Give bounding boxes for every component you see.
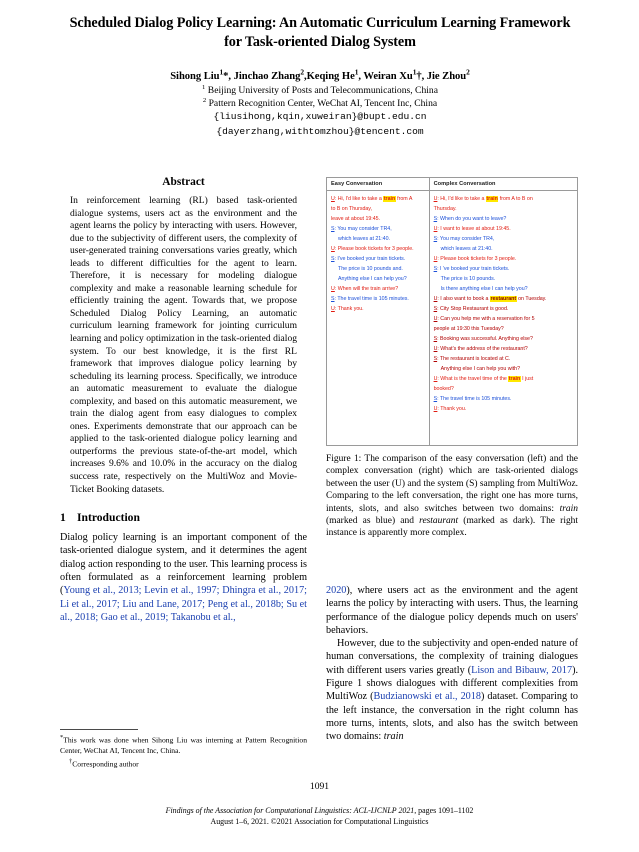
dialog-line: The price is 10 pounds.	[440, 275, 496, 282]
complex-conversation-header: Complex Conversation	[430, 178, 577, 191]
dialog-line: Anything else I can help you?	[338, 275, 407, 282]
figure-1	[326, 177, 578, 446]
dialog-line: S: You may consider TR4,	[433, 235, 495, 242]
dialog-line: Is there anything else I can help you?	[440, 285, 528, 292]
dialog-line: S: Booking was successful. Anything else?	[433, 335, 533, 342]
right-paragraph-2: However, due to the subjectivity and open-ended nature of human conversations, the complexity of training dialogues with different users varies greatly (Lison and Bibauw, 2017). Figure 1 shows dialogues with different complexities from MultiWoz (Budzianowski et al., 2018) dataset. Comparing to the left instance, the conversation in the right column has more turns, intents, slots, and also has the switch between two domains: train	[326, 638, 579, 743]
abstract-body: In reinforcement learning (RL) based task-oriented dialogue systems, users act as the environment and the agent learns the policy by interacting with users. However, due to the subjectivity of different users, the complexity of user-generated training conversations varies greatly, which leads to different difficulties for the agent to learn. Therefore, it is necessary for modeling dialogue complexity and make a reasonable learning schedule for efficiently training the agent. Towards that, we propose Scheduled Dialog Policy Learning, an automatic curriculum learning framework for jointing curriculum learning and policy optimization in the task-oriented dialog system. To our best knowledge, it is the first RL framework that improves dialogue policy learning by scheduling its learning process. Specifically, we introduce an automatic measurement to evaluate the dialogue complexity, and based on this automatic measurement, we train the dialog agent from easy dialogues to complex ones. Experiments demonstrate that our approach can be applied to the task-oriented dialogue policy learning and outperforms the previous state-of-the-art model, which increases 9.6% and 10.0% in the accuracy on the dialog success rate, respectively on the MultiWoz and Movie-Ticket Booking datasets.	[70, 195, 297, 495]
dialog-line: U: What's the address of the restaurant?	[433, 345, 528, 352]
footnote-rule	[60, 729, 138, 730]
dialog-line: U: Hi, I'd like to take a train from A	[331, 195, 413, 202]
figure-column-easy	[327, 178, 430, 445]
right-paragraph-continued: 2020), where users act as the environment and the agent learns the policy by interacting with users. Thus, the learning performance of the dialogue policy depends much on users' behaviors.	[326, 585, 578, 636]
footnote-2: †Corresponding author	[69, 757, 139, 769]
dialog-line: S: I've booked your train tickets.	[331, 255, 406, 262]
page-number: 1091	[309, 781, 330, 792]
figure-1-caption: Figure 1: The comparison of the easy conversation (left) and the complex conversation (right) which are task-oriented dialogs between the user (U) and the system (S) sampling from MultiWoz. Comparing to the left conversation, the right one has more turns, intents, slots, and also switches between two domains: train (marked as blue) and restaurant (marked as dark). The right instance is apparently more complex.	[326, 454, 578, 539]
dialog-line: to B on Thursday,	[331, 205, 372, 212]
author-names: Sihong Liu$^1$*, Jinchao Zhang$^2$,Keqing He$^1$, Weiran Xu$^1$†, Jie Zhou$^2$	[170, 67, 470, 82]
introduction-heading	[60, 511, 307, 524]
footer-venue-line: Findings of the Association for Computational Linguistics: ACL-IJCNLP 2021, pages 1091–1102	[165, 806, 474, 815]
introduction-paragraph-1: Dialog policy learning is an important component of the task-oriented dialogue system, and it determines the agent dialog action responding to the user. This learning process is often formulated as a reinforcement learning problem (Young et al., 2013; Levin et al., 1997; Dhingra et al., 2017; Li et al., 2017; Liu and Lane, 2017; Peng et al., 2018b; Su et al., 2018; Gao et al., 2019; Takanobu et al.,	[60, 532, 307, 623]
introduction-label: Introduction	[77, 511, 140, 525]
footnote-1: *This work was done when Sihong Liu was interning at Pattern Recognition Center, WeChat AI, Tencent Inc, China.	[60, 734, 307, 755]
page-title: Scheduled Dialog Policy Learning: An Automatic Curriculum Learning Framework for Task-oriented Dialog System	[69, 15, 571, 50]
abstract-heading: Abstract	[162, 176, 205, 188]
left-column	[60, 176, 307, 624]
dialog-line: U: Please book tickets for 3 people.	[433, 255, 517, 262]
dialog-line: Thursday.	[433, 205, 457, 212]
dialog-line: S: When do you want to leave?	[433, 215, 507, 222]
author-block	[62, 67, 578, 139]
dialog-line: U: What is the travel time of the train I just	[433, 375, 534, 382]
dialog-line: Anything else I can help you with?	[440, 365, 521, 372]
dialog-line: S: The restaurant is located at C.	[433, 355, 511, 362]
right-column-body	[326, 584, 578, 744]
dialog-line: people at 19:30 this Tuesday?	[433, 325, 504, 332]
dialog-line: S: City Stop Restaurant is good.	[433, 305, 509, 312]
dialog-line: which leaves at 21:40.	[440, 245, 493, 252]
figure-column-complex	[430, 178, 577, 445]
footnote-block	[60, 729, 307, 770]
easy-conversation-lines	[327, 191, 429, 313]
dialog-line: U: I want to leave at about 19:45.	[433, 225, 511, 232]
easy-conversation-header: Easy Conversation	[327, 178, 429, 191]
introduction-number: 1	[60, 511, 66, 525]
affiliation-2: $^2$ Pattern Recognition Center, WeChat AI, Tencent Inc, China	[202, 97, 438, 110]
email-line-1: {liusihong,kqin,xuweiran}@bupt.edu.cn	[213, 111, 427, 123]
dialog-line: S: I 've booked your train tickets.	[433, 265, 510, 272]
footer-venue	[60, 806, 579, 827]
dialog-line: U: I also want to book a restaurant on Tuesday.	[433, 295, 547, 302]
dialog-line: S: You may consider TR4,	[331, 225, 392, 232]
dialog-line: U: Please book tickets for 3 people.	[331, 245, 414, 252]
dialog-line: S: The travel time is 105 minutes.	[331, 295, 409, 302]
dialog-line: booked?	[433, 385, 454, 392]
dialog-line: U: Can you help me with a reservation for 5	[433, 315, 535, 322]
footer-copyright-line: August 1–6, 2021. ©2021 Association for Computational Linguistics	[210, 816, 429, 826]
affiliation-1: $^1$ Beijing University of Posts and Telecommunications, China	[202, 83, 438, 96]
dialog-line: U: Thank you.	[331, 305, 364, 312]
dialog-line: U: Hi, I'd like to take a train from A to B on	[433, 195, 533, 202]
dialog-line: U: Thank you.	[433, 405, 467, 412]
dialog-line: leave at about 19:45.	[331, 215, 381, 222]
email-line-2: {dayerzhang,withtomzhou}@tencent.com	[216, 125, 424, 137]
dialog-line: U: When will the train arrive?	[331, 285, 399, 292]
dialog-line: The price is 10 pounds and.	[338, 265, 403, 272]
dialog-line: S: The travel time is 105 minutes.	[433, 395, 512, 402]
complex-conversation-lines	[430, 191, 577, 413]
dialog-line: which leaves at 21:40.	[338, 235, 390, 242]
